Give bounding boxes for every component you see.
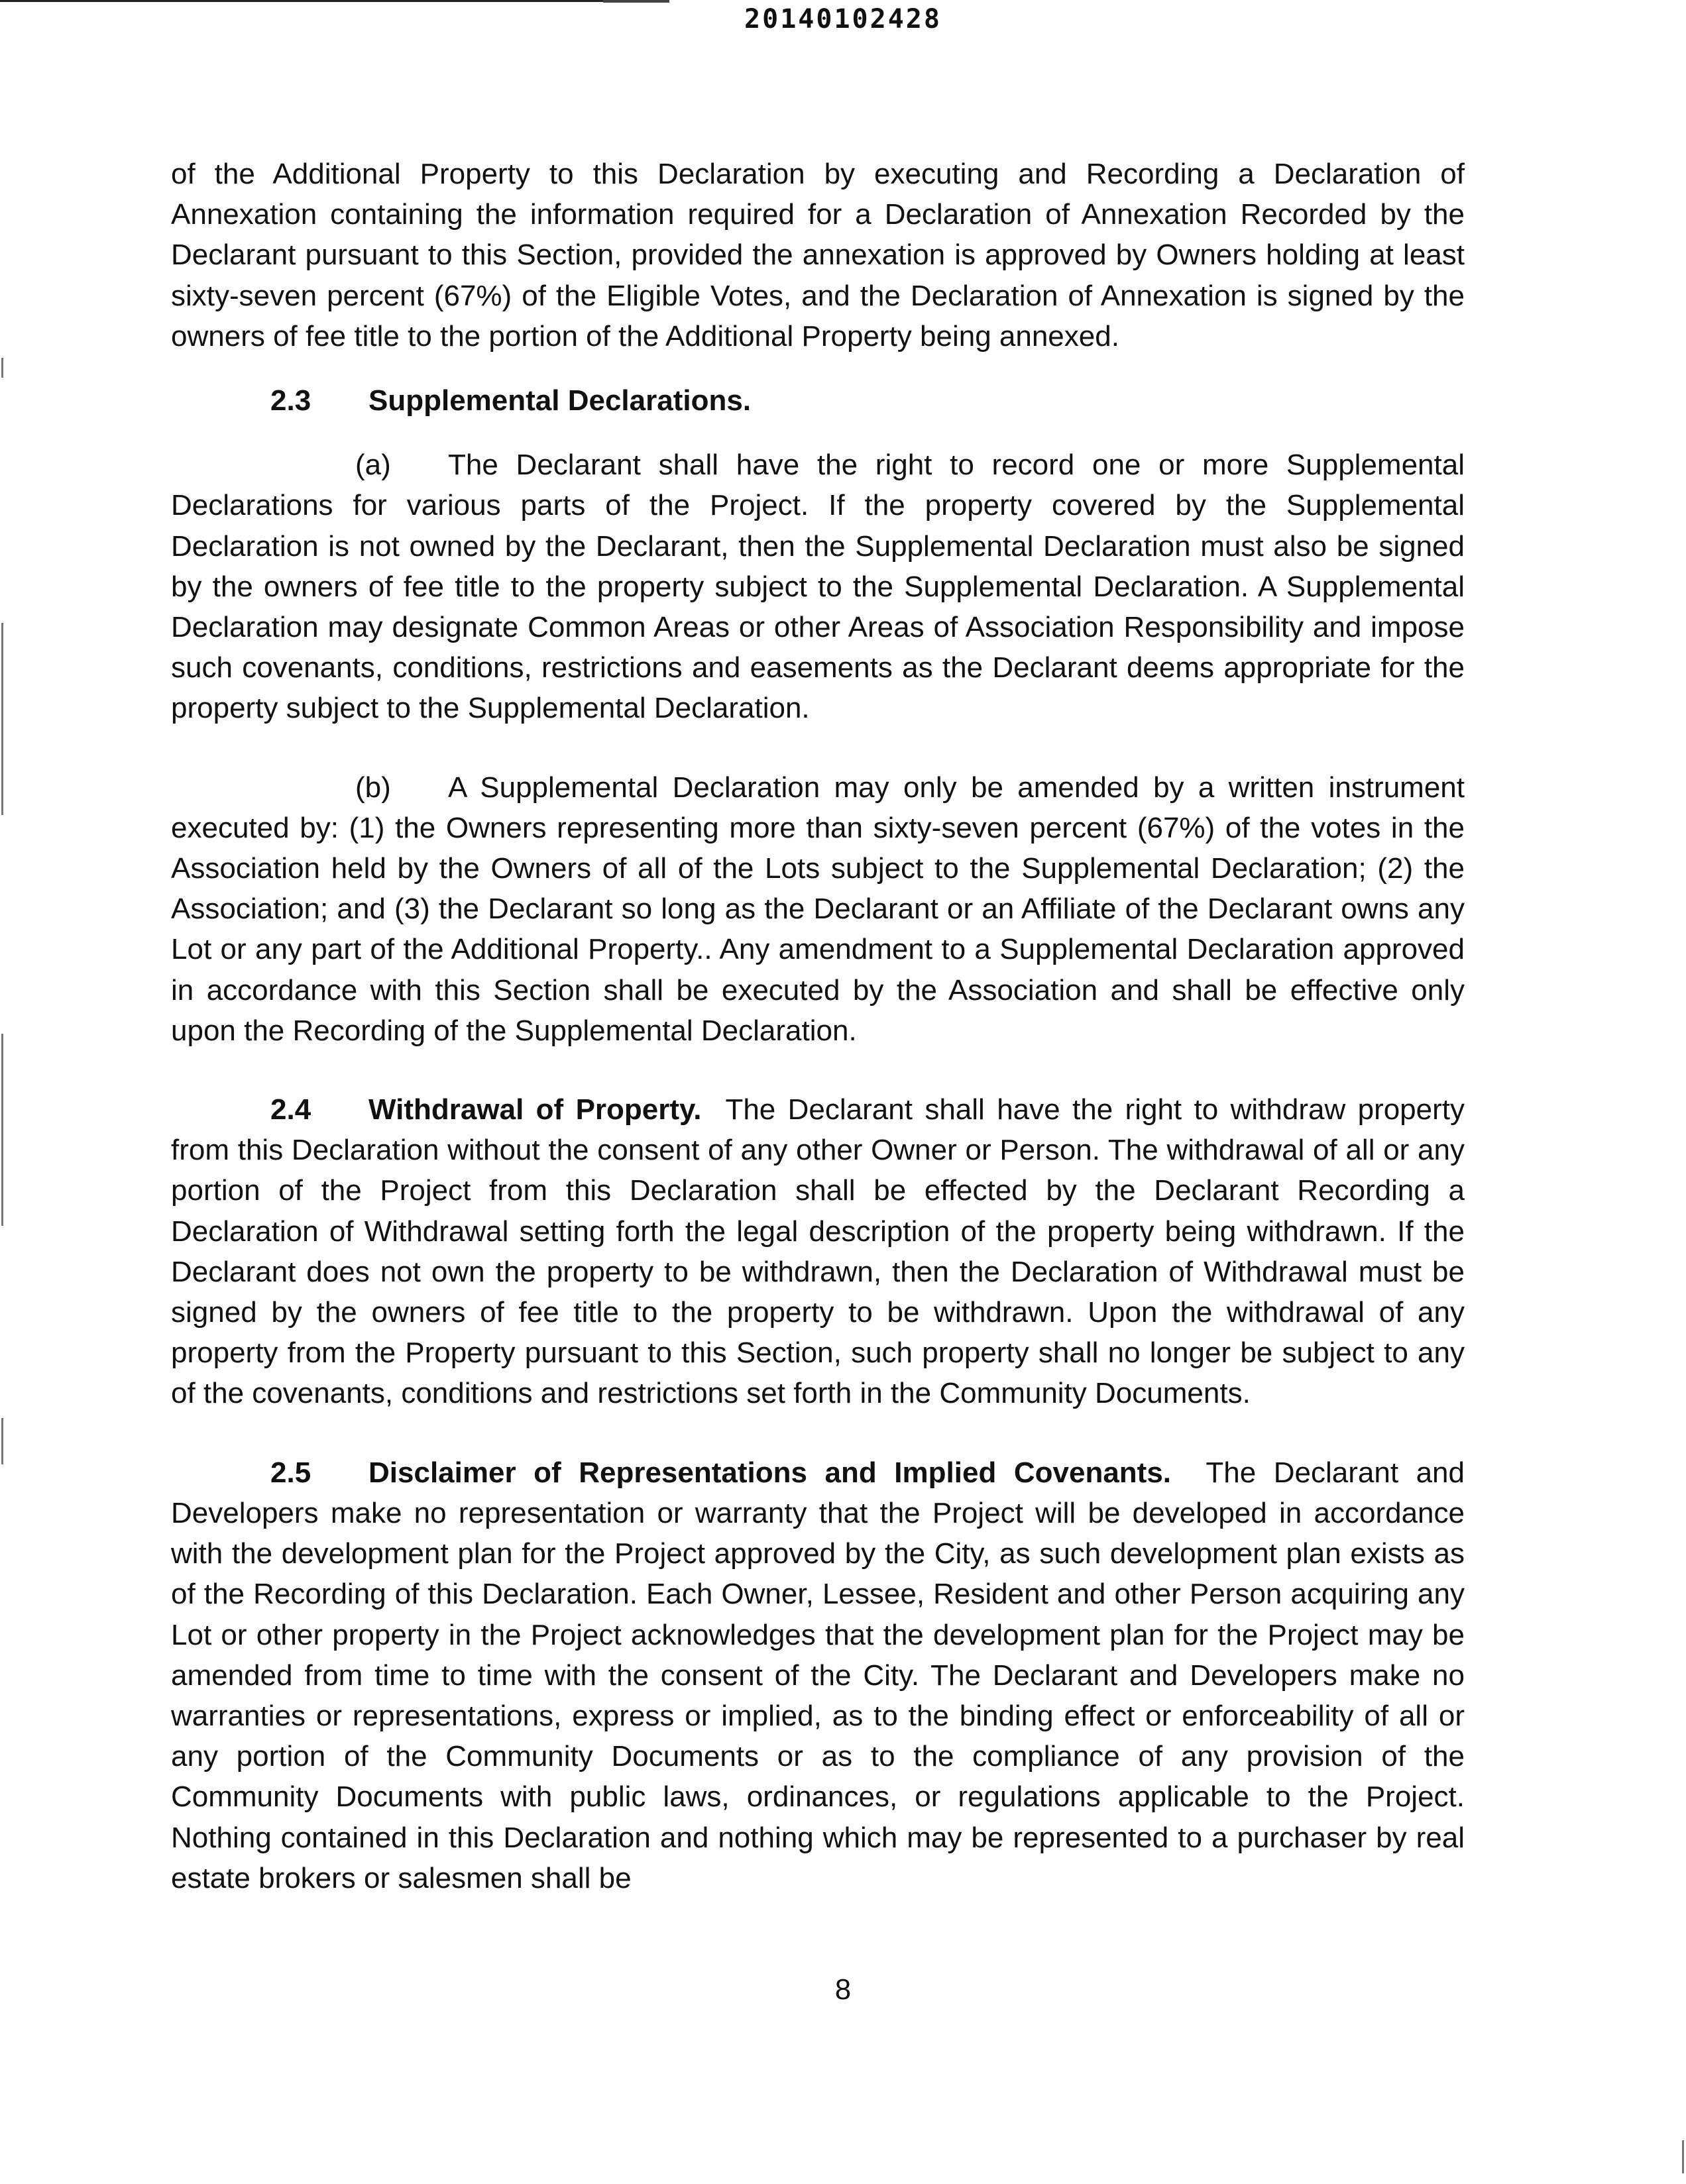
subsection-label: (a) <box>355 449 391 482</box>
top-rule-short <box>603 0 669 3</box>
section-number: 2.5 <box>270 1456 311 1489</box>
scan-margin-mark <box>1 623 3 815</box>
subsection-label: (b) <box>355 771 391 804</box>
section-text: The Declarant and Developers make no representation or warranty that the Project will be developed in accordance with the development plan for the Project approved by the City, as such development plan exists as of the Recording of this Declaration. Each Owner, Lessee, Resident and other Person acquiring any Lot or other property in the Project acknowledges that the development plan for the Project may be amended from time to time with the consent of the City. The Declarant and Developers make no warranties or representations, express or implied, as to the binding effect or enforceability of all or any portion of the Community Documents or as to the compliance of any provision of the Community Documents with public laws, ordinances, or regulations applicable to the Project. Nothing contained in this Declaration and nothing which may be represented to a purchaser by real estate brokers or salesmen shall be <box>171 1456 1465 1894</box>
document-body <box>171 154 1465 1898</box>
section-title: Disclaimer of Representations and Implied Covenants. <box>368 1456 1172 1489</box>
continuation-paragraph: of the Additional Property to this Declaration by executing and Recording a Declaration of Annexation containing the information required for a Declaration of Annexation Recorded by the Declarant pursuant to this Section, provided the annexation is approved by Owners holding at least sixty-seven percent (67%) of the Eligible Votes, and the Declaration of Annexation is signed by the owners of fee title to the portion of the Additional Property being annexed. <box>171 158 1465 353</box>
scan-margin-mark <box>1682 2140 1684 2173</box>
section-title: Withdrawal of Property. <box>368 1093 702 1126</box>
section-heading-2-3 <box>171 380 1465 421</box>
subsection-b <box>171 767 1465 1051</box>
page-number: 8 <box>834 1973 852 2006</box>
section-number: 2.3 <box>270 384 311 417</box>
subsection-text: A Supplemental Declaration may only be amended by a written instrument executed by: (1) the Owners representing more than sixty-seven percent (67%) of the votes in the Association held by the Owners of all of the Lots subject to the Supplemental Declaration; (2) the Association; and (3) the Declarant so long as the Declarant or an Affiliate of the Declarant owns any Lot or any part of the Additional Property.. Any amendment to a Supplemental Declaration approved in accordance with this Section shall be executed by the Association and shall be effective only upon the Recording of the Supplemental Declaration. <box>171 771 1465 1047</box>
section-2-5 <box>171 1452 1465 1898</box>
section-number: 2.4 <box>270 1093 311 1126</box>
document-number: 20140102428 <box>744 4 942 34</box>
section-title: Supplemental Declarations. <box>368 384 752 417</box>
section-text: The Declarant shall have the right to withdraw property from this Declaration without the consent of any other Owner or Person. The withdrawal of all or any portion of the Project from this Declaration shall be effected by the Declarant Recording a Declaration of Withdrawal setting forth the legal description of the property being withdrawn. If the Declarant does not own the property to be withdrawn, then the Declaration of Withdrawal must be signed by the owners of fee title to the property to be withdrawn. Upon the withdrawal of any property from the Property pursuant to this Section, such property shall no longer be subject to any of the covenants, conditions and restrictions set forth in the Community Documents. <box>171 1093 1465 1410</box>
subsection-a <box>171 445 1465 728</box>
section-2-4 <box>171 1089 1465 1414</box>
subsection-text: The Declarant shall have the right to record one or more Supplemental Declarations for various parts of the Project. If the property covered by the Supplemental Declaration is not owned by the Declarant, then the Supplemental Declaration must also be signed by the owners of fee title to the property subject to the Supplemental Declaration. A Supplemental Declaration may designate Common Areas or other Areas of Association Responsibility and impose such covenants, conditions, restrictions and easements as the Declarant deems appropriate for the property subject to the Supplemental Declaration. <box>171 449 1465 725</box>
scan-margin-mark <box>1 358 3 378</box>
scan-margin-mark <box>1 1034 3 1226</box>
scan-margin-mark <box>1 1418 3 1464</box>
top-rule <box>0 0 636 2</box>
